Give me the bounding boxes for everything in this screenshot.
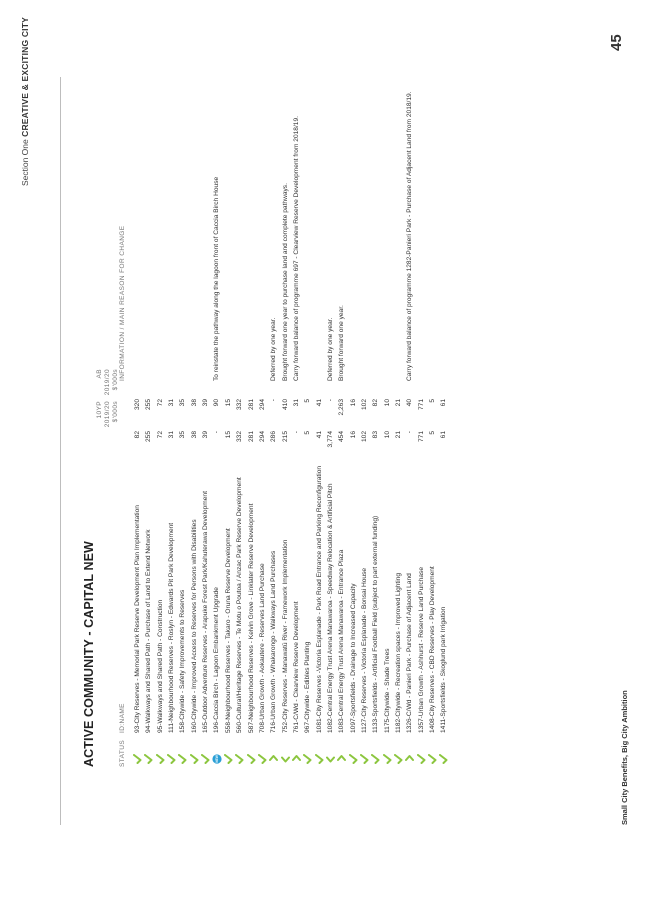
table-row <box>291 27 302 767</box>
row-10yp-value: 3,774 <box>326 431 334 448</box>
row-id-name: 1083-Central Energy Trust Arena Manawaroa - Entrance Plaza <box>338 549 346 733</box>
row-id-name: 752-City Reserves - Manawatū River - Framework Implementation <box>281 539 289 733</box>
row-id-name: 560-Cultural/Heritage Reserves - Te Motu o Poutoa / Anzac Park Reserve Development <box>236 477 244 733</box>
row-ab-value: 5 <box>304 399 312 403</box>
row-ab-value: 16 <box>349 399 357 407</box>
row-10yp-value: 10 <box>383 431 391 439</box>
row-information: Deferred by one year. <box>326 317 334 381</box>
row-10yp-value: 332 <box>236 431 244 443</box>
row-id-name: 1326-C/Wd - Panieri Park - Purchase of Adjacent Land <box>406 573 414 733</box>
row-ab-value: 5 <box>429 399 437 403</box>
tick-icon <box>189 747 200 767</box>
chevron-left-icon <box>325 747 336 767</box>
chevron-right-icon <box>268 747 279 767</box>
column-header-ab-line3: $'000s <box>112 369 119 391</box>
table-row <box>177 27 188 767</box>
table-row <box>336 27 347 767</box>
row-ab-value: 31 <box>168 399 176 407</box>
row-10yp-value: 294 <box>258 431 266 443</box>
row-information: To reinstate the pathway along the lagoon front of Caccia Birch House <box>213 176 221 381</box>
row-id-name: 1081-City Reserves -Victoria Esplanade - Park Road Entrance and Parking Reconfiguration <box>315 465 323 733</box>
table-row <box>132 27 143 767</box>
row-ab-value: 39 <box>202 399 210 407</box>
column-header-10yp-line2: 2019/20 <box>104 401 111 428</box>
row-ab-value: 90 <box>213 399 221 407</box>
tick-icon <box>223 747 234 767</box>
row-ab-value: 10 <box>383 399 391 407</box>
row-10yp-value: 83 <box>372 431 380 439</box>
row-id-name: 93-City Reserves - Memorial Park Reserve Development Plan Implementation <box>134 505 141 733</box>
row-10yp-value: 286 <box>270 431 278 443</box>
tick-icon <box>416 747 427 767</box>
row-information: Brought forward one year. <box>338 305 346 381</box>
table-row <box>359 27 370 767</box>
column-header-ab-line1: AB <box>96 369 103 379</box>
tick-icon <box>177 747 188 767</box>
row-ab-value: 72 <box>156 399 164 407</box>
table-row <box>200 27 211 767</box>
table-row <box>314 27 325 767</box>
row-10yp-value: 215 <box>281 431 289 443</box>
row-ab-value: 41 <box>315 399 323 407</box>
row-10yp-value: 15 <box>224 431 232 439</box>
row-id-name: 1175-Citywide - Shade Trees <box>383 648 391 733</box>
row-10yp-value: 21 <box>395 431 403 439</box>
row-ab-value: 332 <box>236 399 244 411</box>
row-ab-value: 35 <box>179 399 187 407</box>
row-id-name: 111-Neighbourhood Reserves - Roslyn - Edwards Pit Park Development <box>168 522 176 733</box>
row-ab-value: 281 <box>247 399 255 411</box>
column-header-id-name: ID:NAME <box>119 703 126 733</box>
row-10yp-value: 102 <box>361 431 368 443</box>
tick-icon <box>200 747 211 767</box>
table-row <box>370 27 381 767</box>
row-10yp-value: 454 <box>338 431 346 443</box>
table-row <box>166 27 177 767</box>
table-row <box>223 27 234 767</box>
row-id-name: 160-Citywide - Improved Access to Reserves for Persons with Disabilities <box>190 519 198 733</box>
row-id-name: 94-Walkways and Shared Path - Purchase of Land to Extend Network <box>145 529 153 733</box>
table-row <box>211 27 222 767</box>
row-10yp-value: 31 <box>168 431 176 439</box>
row-10yp-value: 61 <box>440 431 448 439</box>
section-header <box>20 17 30 277</box>
row-ab-value: 38 <box>190 399 198 407</box>
row-id-name: 1357-Urban Growth - Ashhurst - Reserve Land Purchase <box>417 566 425 733</box>
column-header-status: STATUS <box>119 739 126 767</box>
row-ab-value: 21 <box>395 399 403 407</box>
row-id-name: 95-Walkways and Shared Path - Construction <box>156 599 164 733</box>
row-id-name: 558-Neighbourhood Reserves - Takaro - Oruna Reserve Development <box>224 528 232 733</box>
row-10yp-value: 5 <box>304 431 312 435</box>
row-10yp-value: 255 <box>145 431 153 443</box>
tick-icon <box>166 747 177 767</box>
table-row <box>325 27 336 767</box>
row-id-name: 1082-Central Energy Trust Arena Manawaroa - Speedway Relocation & Artificial Pitch <box>326 483 334 733</box>
row-ab-value: 255 <box>145 399 153 411</box>
row-ab-value: 294 <box>258 399 266 411</box>
table-row <box>143 27 154 767</box>
tick-icon <box>382 747 393 767</box>
row-ab-value: 82 <box>372 399 380 407</box>
row-information: Carry forward balance of programme 697 - Clearview Reserve Development from 2018/19. <box>292 116 300 381</box>
tick-icon <box>246 747 257 767</box>
row-10yp-value: - <box>292 431 300 434</box>
tick-icon <box>393 747 404 767</box>
row-10yp-value: 39 <box>202 431 210 439</box>
column-header-10yp-line3: $'000s <box>112 401 119 423</box>
header-divider <box>60 77 61 825</box>
row-id-name: 165-Outdoor Adventure Reserves - Arapuke Forest Park/Kahuterawa Development <box>202 491 210 733</box>
table-row <box>246 27 257 767</box>
row-10yp-value: 82 <box>134 431 141 439</box>
row-ab-value: 40 <box>406 399 414 407</box>
table-row <box>427 27 438 767</box>
tick-icon <box>427 747 438 767</box>
row-10yp-value: 35 <box>179 431 187 439</box>
page-number: 45 <box>608 34 625 51</box>
row-id-name: 1408-City Reserves - CBD Reserves - Play Development <box>429 566 437 733</box>
row-id-name: 1182-Citywide - Recreation spaces - Improved Lighting <box>395 572 403 733</box>
table-row <box>268 27 279 767</box>
row-10yp-value: 771 <box>417 431 425 443</box>
column-header-ab-line2: 2019/20 <box>104 369 111 396</box>
row-10yp-value: 5 <box>429 431 437 435</box>
chevron-right-icon <box>291 747 302 767</box>
tick-icon <box>257 747 268 767</box>
tick-icon <box>143 747 154 767</box>
new-badge-icon <box>211 747 222 767</box>
row-ab-value: 410 <box>281 399 289 411</box>
row-ab-value: - <box>270 399 278 402</box>
table-row <box>438 27 449 767</box>
row-id-name: 196-Caccia Birch - Lagoon Embankment Upgrade <box>213 587 221 733</box>
footer-tagline: Small City Benefits, Big City Ambition <box>620 690 629 825</box>
row-10yp-value: - <box>213 431 221 434</box>
page-title: ACTIVE COMMUNITY - CAPITAL NEW <box>82 541 96 767</box>
row-id-name: 1411-Sportsfields - Skoglund park Irrigation <box>440 606 448 733</box>
column-header-information: INFORMATION / MAIN REASON FOR CHANGE <box>119 225 126 381</box>
row-information: Carry forward balance of programme 1282-Panieri Park - Purchase of Adjacent Land from 2018/19. <box>406 91 414 381</box>
tick-icon <box>302 747 313 767</box>
column-header-10yp-line1: 10YP <box>96 401 103 419</box>
tick-icon <box>370 747 381 767</box>
row-information: Brought forward one year to purchase land and complete pathways. <box>281 183 289 381</box>
row-10yp-value: 281 <box>247 431 255 443</box>
tick-icon <box>314 747 325 767</box>
table-row <box>155 27 166 767</box>
table-row <box>348 27 359 767</box>
row-ab-value: 61 <box>440 399 448 407</box>
tick-icon <box>155 747 166 767</box>
row-10yp-value: 41 <box>315 431 323 439</box>
row-ab-value: 15 <box>224 399 232 407</box>
table-row <box>404 27 415 767</box>
section-prefix: Section One <box>20 139 30 187</box>
row-information: Deferred by one year. <box>270 317 278 381</box>
row-ab-value: 320 <box>134 399 141 411</box>
row-id-name: 1097-Sportsfields - Drainage to Increased Capacity <box>349 583 357 733</box>
row-10yp-value: 38 <box>190 431 198 439</box>
section-title: CREATIVE & EXCITING CITY <box>20 17 30 137</box>
row-ab-value: 2,263 <box>338 399 346 416</box>
tick-icon <box>348 747 359 767</box>
row-ab-value: 102 <box>361 399 368 411</box>
table-row <box>257 27 268 767</box>
row-id-name: 761-C/Wd - Clearview Reserve Development <box>292 601 300 733</box>
row-id-name: 587-Neighbourhood Reserves - Kelvin Grove - Linklater Reserve Development <box>247 503 255 733</box>
row-ab-value: 771 <box>417 399 425 411</box>
row-id-name: 1133-Sportsfields - Artificial Football Field (subject to part external funding) <box>372 515 380 733</box>
row-ab-value: - <box>326 399 334 402</box>
row-id-name: 1127-City Reserves - Victoria Esplanade - Bonsai House <box>361 567 368 733</box>
row-10yp-value: - <box>406 431 414 434</box>
table-row <box>189 27 200 767</box>
row-ab-value: 31 <box>292 399 300 407</box>
tick-icon <box>359 747 370 767</box>
table-row <box>382 27 393 767</box>
tick-icon <box>438 747 449 767</box>
tick-icon <box>132 747 143 767</box>
table-row <box>302 27 313 767</box>
column-header-ab <box>96 369 120 409</box>
row-10yp-value: 16 <box>349 431 357 439</box>
row-id-name: 967-Citywide - Edibles Planting <box>304 641 312 733</box>
table-row <box>234 27 245 767</box>
chevron-right-icon <box>336 747 347 767</box>
table-row <box>393 27 404 767</box>
chevron-right-icon <box>404 747 415 767</box>
tick-icon <box>234 747 245 767</box>
row-id-name: 708-Urban Growth - Aokautere - Reserves Land Purchase <box>258 563 266 733</box>
chevron-left-icon <box>280 747 291 767</box>
row-id-name: 716-Urban Growth - Whakarongo - Walkways Land Purchases <box>270 550 278 733</box>
svg-text:NEW: NEW <box>215 755 220 763</box>
table-row <box>416 27 427 767</box>
table-row <box>280 27 291 767</box>
row-id-name: 158-Citywide - Safety Improvements to Reserves <box>179 589 187 733</box>
row-10yp-value: 72 <box>156 431 164 439</box>
